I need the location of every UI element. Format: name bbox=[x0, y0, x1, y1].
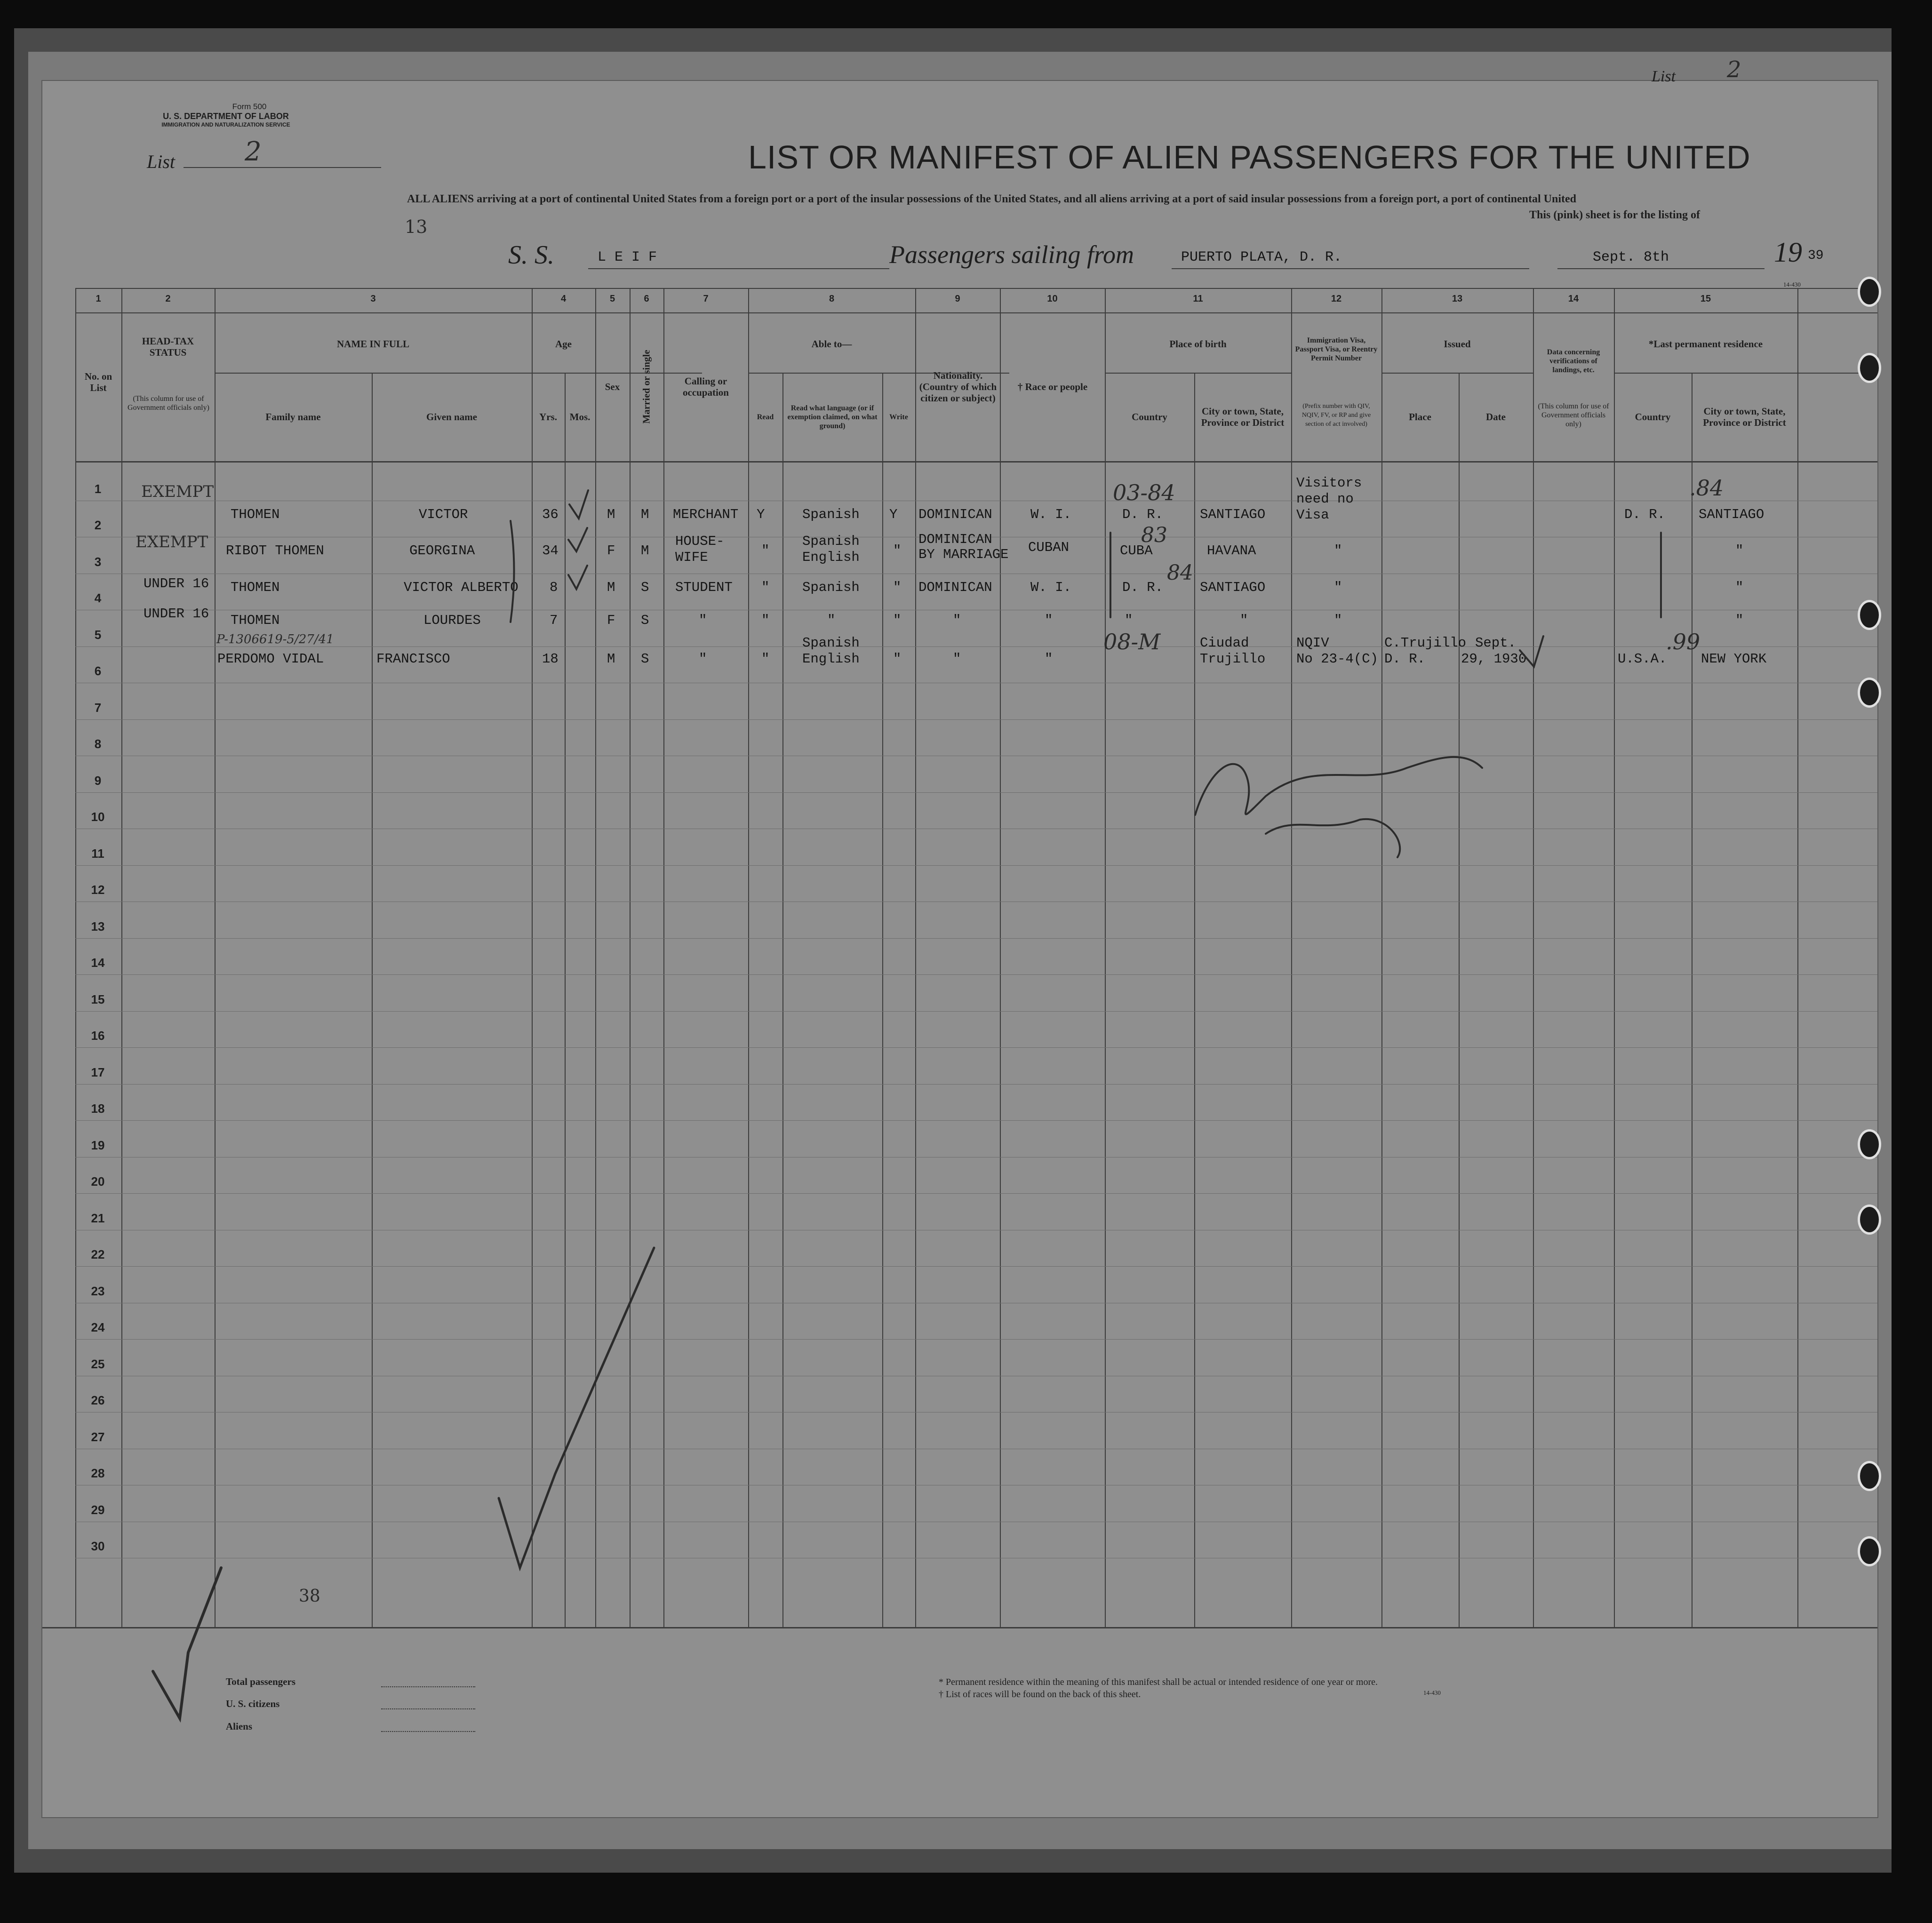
us-citizens-line bbox=[381, 1708, 475, 1709]
row-number: 1 bbox=[94, 482, 102, 496]
res-country-row5: U.S.A. bbox=[1618, 651, 1667, 667]
stamp-number: 13 bbox=[405, 216, 428, 237]
col-divider bbox=[372, 373, 373, 1627]
res-city-row1: SANTIAGO bbox=[1699, 507, 1764, 522]
header-data-note: (This column for use of Government officials only) bbox=[1538, 402, 1609, 428]
age-row2: 34 bbox=[542, 543, 559, 559]
punch-hole bbox=[1858, 1205, 1881, 1235]
permanent-residence-note: * Permanent residence within the meaning of this manifest shall be actual or intended residence of one year or more. bbox=[939, 1677, 1378, 1687]
header-married bbox=[630, 316, 663, 457]
row-number: 20 bbox=[91, 1174, 105, 1189]
header-race: † Race or people bbox=[1017, 381, 1088, 392]
write-row5: " bbox=[893, 651, 902, 667]
col-divider bbox=[1381, 288, 1382, 1627]
row-number: 30 bbox=[91, 1539, 105, 1553]
language-row5-line2: English bbox=[802, 651, 860, 667]
header-nationality: Nationality. (Country of which citizen or subject) bbox=[919, 370, 997, 404]
punch-hole bbox=[1858, 678, 1881, 708]
punch-hole bbox=[1858, 1461, 1881, 1491]
col-divider bbox=[532, 288, 533, 1627]
header-residence-country: Country bbox=[1635, 411, 1671, 423]
sex-row5: M bbox=[607, 651, 615, 667]
header-residence-city: City or town, State, Province or District bbox=[1703, 406, 1786, 428]
row-number: 24 bbox=[91, 1320, 105, 1334]
header-visa-note: (Prefix number with QIV, NQIV, FV, or RP and give section of act involved) bbox=[1301, 402, 1371, 428]
column-number: 6 bbox=[644, 294, 649, 304]
header-head-tax-note: (This column for use of Government officials only) bbox=[128, 395, 209, 412]
table-bottom-line bbox=[42, 1627, 1877, 1628]
col-divider bbox=[121, 288, 122, 1627]
read-row5: " bbox=[761, 651, 770, 667]
service-name: IMMIGRATION AND NATURALIZATION SERVICE bbox=[161, 121, 290, 128]
married-text: Married or single bbox=[641, 350, 652, 424]
col-divider bbox=[663, 288, 664, 1627]
race-row2: CUBAN bbox=[1028, 540, 1070, 555]
corner-list-number: 2 bbox=[1727, 56, 1741, 83]
given-row1: VICTOR bbox=[419, 507, 468, 522]
aliens-label: Aliens bbox=[226, 1721, 253, 1732]
birth-city-row5-line2: Trujillo bbox=[1200, 651, 1266, 667]
col-divider bbox=[782, 373, 783, 1627]
row-number: 15 bbox=[91, 992, 105, 1006]
row-rule bbox=[75, 1120, 1877, 1121]
col-divider bbox=[748, 288, 749, 1627]
col-divider bbox=[1797, 288, 1798, 1627]
department-name: U. S. DEPARTMENT OF LABOR bbox=[163, 112, 289, 121]
res-city-row2: " bbox=[1735, 543, 1744, 559]
birth-city-row3: SANTIAGO bbox=[1200, 580, 1266, 595]
total-passengers-label: Total passengers bbox=[226, 1676, 295, 1687]
issued-date-row5: Sept. bbox=[1475, 635, 1517, 651]
us-citizens-label: U. S. citizens bbox=[226, 1698, 280, 1709]
family-row1: THOMEN bbox=[231, 507, 280, 522]
punch-hole bbox=[1858, 1129, 1881, 1159]
residence-code-99: .99 bbox=[1666, 629, 1700, 654]
nationality-row2: DOMINICAN bbox=[918, 532, 992, 547]
form-number: Form 500 bbox=[232, 102, 267, 111]
aliens-line bbox=[381, 1731, 475, 1732]
sex-row1: M bbox=[607, 507, 615, 522]
nationality-row3: DOMINICAN bbox=[918, 580, 992, 595]
visa-row1: Visitors bbox=[1296, 475, 1362, 491]
sex-row4: F bbox=[607, 613, 615, 628]
nationality-row1: DOMINICAN bbox=[918, 507, 992, 522]
issued-date-row5-line2: 29, 1930 bbox=[1461, 651, 1527, 667]
read-row2: " bbox=[761, 543, 770, 559]
visa-row5-line2: No 23-4(C) bbox=[1296, 651, 1379, 667]
row-number: 26 bbox=[91, 1393, 105, 1407]
headtax-row2: EXEMPT bbox=[136, 533, 208, 551]
row-number: 14 bbox=[91, 956, 105, 970]
read-row1: Y bbox=[757, 507, 765, 522]
name-bracket bbox=[511, 521, 514, 622]
header-calling: Calling or occupation bbox=[682, 375, 729, 398]
port-underline bbox=[1172, 268, 1529, 269]
form-code-top: 14-430 bbox=[1783, 281, 1801, 288]
row-rule bbox=[75, 1266, 1877, 1267]
birth-code-row3: 84 bbox=[1167, 561, 1193, 585]
manifest-title: LIST OR MANIFEST OF ALIEN PASSENGERS FOR THE UNITED bbox=[748, 139, 1751, 176]
sex-row3: M bbox=[607, 580, 615, 595]
header-no-on-list: No. on List bbox=[84, 371, 112, 393]
row-number: 6 bbox=[94, 664, 102, 678]
check-row2 bbox=[568, 528, 587, 551]
birth-city-row2: HAVANA bbox=[1207, 543, 1256, 559]
occupation-row1: MERCHANT bbox=[673, 507, 739, 522]
row-rule bbox=[75, 974, 1877, 975]
race-row3: W. I. bbox=[1030, 580, 1072, 595]
list-underline bbox=[184, 167, 381, 168]
row-number: 23 bbox=[91, 1284, 105, 1298]
language-row2-line2: English bbox=[802, 550, 860, 565]
races-note: † List of races will be found on the back of this sheet. bbox=[939, 1689, 1141, 1700]
col-divider bbox=[1291, 288, 1292, 1627]
birth-city-row4: " bbox=[1240, 613, 1248, 628]
nationality-row4: " bbox=[953, 613, 961, 628]
manifest-subtitle: ALL ALIENS arriving at a port of continental United States from a foreign port or a port of the insular possessions of the United States, and all aliens arriving at a port of said insular possessions from a foreign port, a port of continental United bbox=[407, 193, 1576, 205]
birth-country-row3: D. R. bbox=[1122, 580, 1164, 595]
row-number: 13 bbox=[91, 919, 105, 934]
column-number: 7 bbox=[703, 294, 709, 304]
header-name-in-full: NAME IN FULL bbox=[336, 338, 409, 350]
column-number: 9 bbox=[955, 294, 960, 304]
write-row4: " bbox=[893, 613, 902, 628]
res-city-row5: NEW YORK bbox=[1701, 651, 1767, 667]
year-prefix: 19 bbox=[1774, 237, 1802, 268]
column-number: 1 bbox=[96, 294, 101, 304]
total-passengers-line bbox=[381, 1686, 475, 1687]
col-divider bbox=[565, 373, 566, 1627]
column-number: 14 bbox=[1568, 294, 1579, 304]
header-mos: Mos. bbox=[569, 411, 591, 423]
visa-row5: NQIV bbox=[1296, 635, 1329, 651]
check-row1 bbox=[569, 490, 588, 519]
nationality-row5: " bbox=[953, 651, 961, 667]
col-divider bbox=[1194, 373, 1195, 1627]
row-rule bbox=[75, 1011, 1877, 1012]
header-bottom-line bbox=[75, 461, 1877, 463]
punch-hole bbox=[1858, 1536, 1881, 1566]
visa-row1-line2: need no bbox=[1296, 491, 1354, 507]
occupation-row3: STUDENT bbox=[675, 580, 733, 595]
read-row3: " bbox=[761, 580, 770, 595]
col-divider bbox=[630, 288, 631, 1627]
language-row3: Spanish bbox=[802, 580, 860, 595]
column-number: 15 bbox=[1700, 294, 1711, 304]
header-write: Write bbox=[889, 413, 908, 421]
read-row4: " bbox=[761, 613, 770, 628]
col-divider bbox=[915, 288, 916, 1627]
language-row5: Spanish bbox=[802, 635, 860, 651]
row-number: 28 bbox=[91, 1466, 105, 1480]
issued-place-row5-line2: D. R. bbox=[1384, 651, 1426, 667]
marital-row1: M bbox=[641, 507, 649, 522]
occupation-row2-line2: WIFE bbox=[675, 550, 708, 565]
row5-note: P-1306619-5/27/41 bbox=[216, 632, 334, 646]
language-row1: Spanish bbox=[802, 507, 860, 522]
row-number: 18 bbox=[91, 1101, 105, 1116]
write-row1: Y bbox=[889, 507, 898, 522]
row-number: 8 bbox=[94, 737, 102, 751]
row-number: 9 bbox=[94, 774, 102, 788]
punch-hole bbox=[1858, 600, 1881, 630]
row-number: 4 bbox=[94, 591, 102, 605]
colnum-line bbox=[75, 312, 1877, 313]
ship-underline bbox=[588, 268, 889, 269]
col-divider bbox=[882, 373, 883, 1627]
visa-row1-line3: Visa bbox=[1296, 507, 1329, 523]
row-rule bbox=[75, 719, 1877, 720]
marital-row4: S bbox=[641, 613, 649, 628]
punch-hole bbox=[1858, 277, 1881, 307]
birth-city-row1: SANTIAGO bbox=[1200, 507, 1266, 522]
header-issued: Issued bbox=[1444, 338, 1471, 350]
footer-form-code: 14-430 bbox=[1423, 1689, 1441, 1696]
family-row2: RIBOT THOMEN bbox=[226, 543, 324, 559]
header-visa: Immigration Visa, Passport Visa, or Reentry Permit Number bbox=[1295, 336, 1378, 362]
header-family-name: Family name bbox=[265, 411, 321, 423]
sig-scribble-2 bbox=[1266, 819, 1400, 857]
occupation-row5: " bbox=[699, 651, 707, 667]
corner-list-label: List bbox=[1652, 68, 1676, 85]
row-number: 29 bbox=[91, 1503, 105, 1517]
given-row3: VICTOR ALBERTO bbox=[404, 580, 519, 595]
header-yrs: Yrs. bbox=[539, 411, 557, 423]
header-given-name: Given name bbox=[426, 411, 477, 423]
given-row2: GEORGINA bbox=[409, 543, 475, 559]
header-data-concerning: Data concerning verifications of landings, etc. bbox=[1547, 348, 1600, 374]
col-divider bbox=[1105, 288, 1106, 1627]
res-city-row3: " bbox=[1735, 580, 1744, 595]
header-birth-country: Country bbox=[1132, 411, 1167, 423]
ship-name: L E I F bbox=[598, 249, 657, 265]
header-able-to: Able to— bbox=[811, 338, 852, 350]
age-row3: 8 bbox=[550, 580, 558, 595]
birth-city-row5: Ciudad bbox=[1200, 635, 1249, 651]
birth-country-row1: D. R. bbox=[1122, 507, 1164, 522]
check-mark-large bbox=[499, 1248, 654, 1568]
row-number: 7 bbox=[94, 701, 102, 715]
header-birth-city: City or town, State, Province or District bbox=[1201, 406, 1285, 428]
row-number: 11 bbox=[91, 846, 104, 861]
write-row2: " bbox=[893, 543, 902, 559]
race-row1: W. I. bbox=[1030, 507, 1072, 522]
header-sex: Sex bbox=[605, 381, 620, 392]
port-name: PUERTO PLATA, D. R. bbox=[1181, 249, 1342, 265]
row-number: 22 bbox=[91, 1247, 105, 1261]
date-underline bbox=[1557, 268, 1764, 269]
row-number: 10 bbox=[91, 810, 105, 824]
col-divider bbox=[1614, 288, 1615, 1627]
family-row3: THOMEN bbox=[231, 580, 280, 595]
age-row5: 18 bbox=[542, 651, 559, 667]
row-rule bbox=[75, 1339, 1877, 1340]
race-row4: " bbox=[1045, 613, 1053, 628]
list-label: List bbox=[147, 151, 176, 172]
column-number: 2 bbox=[165, 294, 171, 304]
family-row4: THOMEN bbox=[231, 613, 280, 628]
col-divider bbox=[1533, 288, 1534, 1627]
age-row4: 7 bbox=[550, 613, 558, 628]
marital-row3: S bbox=[641, 580, 649, 595]
column-number: 8 bbox=[829, 294, 835, 304]
row-number: 2 bbox=[94, 518, 102, 532]
visa-row3: " bbox=[1334, 580, 1342, 595]
sailing-date: Sept. 8th bbox=[1593, 249, 1669, 265]
res-city-row4: " bbox=[1735, 613, 1744, 628]
nationality-row2-line2: BY MARRIAGE bbox=[918, 547, 1009, 562]
header-age: Age bbox=[555, 338, 572, 350]
headtax-row1: EXEMPT bbox=[141, 482, 214, 501]
sex-row2: F bbox=[607, 543, 615, 559]
birth-code-row2: 83 bbox=[1141, 523, 1167, 547]
headtax-row4: UNDER 16 bbox=[144, 606, 209, 622]
col-divider bbox=[595, 288, 596, 1627]
res-country-row1: D. R. bbox=[1624, 507, 1666, 522]
row-number: 12 bbox=[91, 883, 105, 897]
header-last-residence: *Last permanent residence bbox=[1648, 338, 1763, 350]
row-number: 5 bbox=[94, 628, 102, 642]
table-top-line bbox=[75, 288, 1877, 289]
year-suffix: 39 bbox=[1808, 248, 1824, 263]
subheader-line bbox=[1614, 373, 1877, 374]
row-number: 19 bbox=[91, 1138, 105, 1152]
header-place-of-birth: Place of birth bbox=[1169, 338, 1227, 350]
visa-row4: " bbox=[1334, 613, 1342, 628]
marital-row5: S bbox=[641, 651, 649, 667]
birth-country-row2: CUBA bbox=[1120, 543, 1153, 559]
column-number: 12 bbox=[1331, 294, 1342, 304]
row-rule bbox=[75, 865, 1877, 866]
sailing-label: Passengers sailing from bbox=[889, 240, 1134, 269]
subheader-line bbox=[1381, 373, 1533, 374]
ss-label: S. S. bbox=[508, 240, 554, 270]
col-divider bbox=[1459, 373, 1460, 1627]
headtax-row3: UNDER 16 bbox=[144, 576, 209, 591]
language-row4: " bbox=[827, 613, 836, 628]
column-number: 13 bbox=[1452, 294, 1463, 304]
row-rule bbox=[75, 1193, 1877, 1194]
row-rule bbox=[75, 646, 1877, 647]
header-read-language: Read what language (or if exemption claimed, on what ground) bbox=[787, 404, 878, 430]
header-read: Read bbox=[757, 413, 774, 421]
row-rule bbox=[75, 792, 1877, 793]
marital-row2: M bbox=[641, 543, 649, 559]
row-number: 25 bbox=[91, 1357, 105, 1371]
row-rule bbox=[75, 1047, 1877, 1048]
list-number-handwritten: 2 bbox=[245, 136, 262, 167]
row-number: 17 bbox=[91, 1065, 105, 1079]
column-number: 5 bbox=[609, 294, 615, 304]
row-number: 3 bbox=[94, 555, 102, 569]
occupation-row4: " bbox=[699, 613, 707, 628]
check-mark-bottom bbox=[153, 1568, 221, 1718]
col-divider bbox=[1000, 288, 1001, 1627]
write-row3: " bbox=[893, 580, 902, 595]
punch-hole bbox=[1858, 353, 1881, 383]
row-rule bbox=[75, 938, 1877, 939]
birth-code-row1: 03-84 bbox=[1113, 480, 1175, 505]
birth-code-row5: 08-M bbox=[1103, 629, 1161, 654]
occupation-row2: HOUSE- bbox=[675, 534, 725, 549]
race-row5: " bbox=[1045, 651, 1053, 667]
bottom-count: 38 bbox=[299, 1587, 320, 1606]
column-number: 10 bbox=[1047, 294, 1058, 304]
header-head-tax: HEAD-TAX STATUS bbox=[142, 335, 194, 358]
row-number: 27 bbox=[91, 1430, 105, 1444]
manifest-sheet bbox=[41, 56, 1878, 1818]
sig-scribble bbox=[1195, 757, 1482, 815]
column-number: 4 bbox=[560, 294, 567, 304]
issued-place-row5: C.Trujillo bbox=[1384, 635, 1467, 651]
check-row3 bbox=[568, 566, 587, 589]
birth-country-row4: " bbox=[1125, 613, 1133, 628]
header-issued-place: Place bbox=[1409, 411, 1431, 423]
row-number: 16 bbox=[91, 1029, 105, 1043]
age-row1: 36 bbox=[542, 507, 559, 522]
given-row4: LOURDES bbox=[423, 613, 481, 628]
family-row5: PERDOMO VIDAL bbox=[217, 651, 324, 667]
row-number: 21 bbox=[91, 1211, 105, 1225]
manifest-subtitle-2: This (pink) sheet is for the listing of bbox=[1529, 209, 1700, 221]
column-number: 3 bbox=[370, 294, 376, 304]
row-rule bbox=[75, 1084, 1877, 1085]
col-divider bbox=[215, 288, 216, 1627]
subheader-line bbox=[1105, 373, 1291, 374]
visa-row2: " bbox=[1334, 543, 1342, 559]
header-issued-date: Date bbox=[1486, 411, 1506, 423]
given-row5: FRANCISCO bbox=[376, 651, 450, 667]
column-number: 11 bbox=[1193, 294, 1203, 304]
language-row2: Spanish bbox=[802, 534, 860, 549]
residence-code-84: .84 bbox=[1689, 475, 1724, 501]
